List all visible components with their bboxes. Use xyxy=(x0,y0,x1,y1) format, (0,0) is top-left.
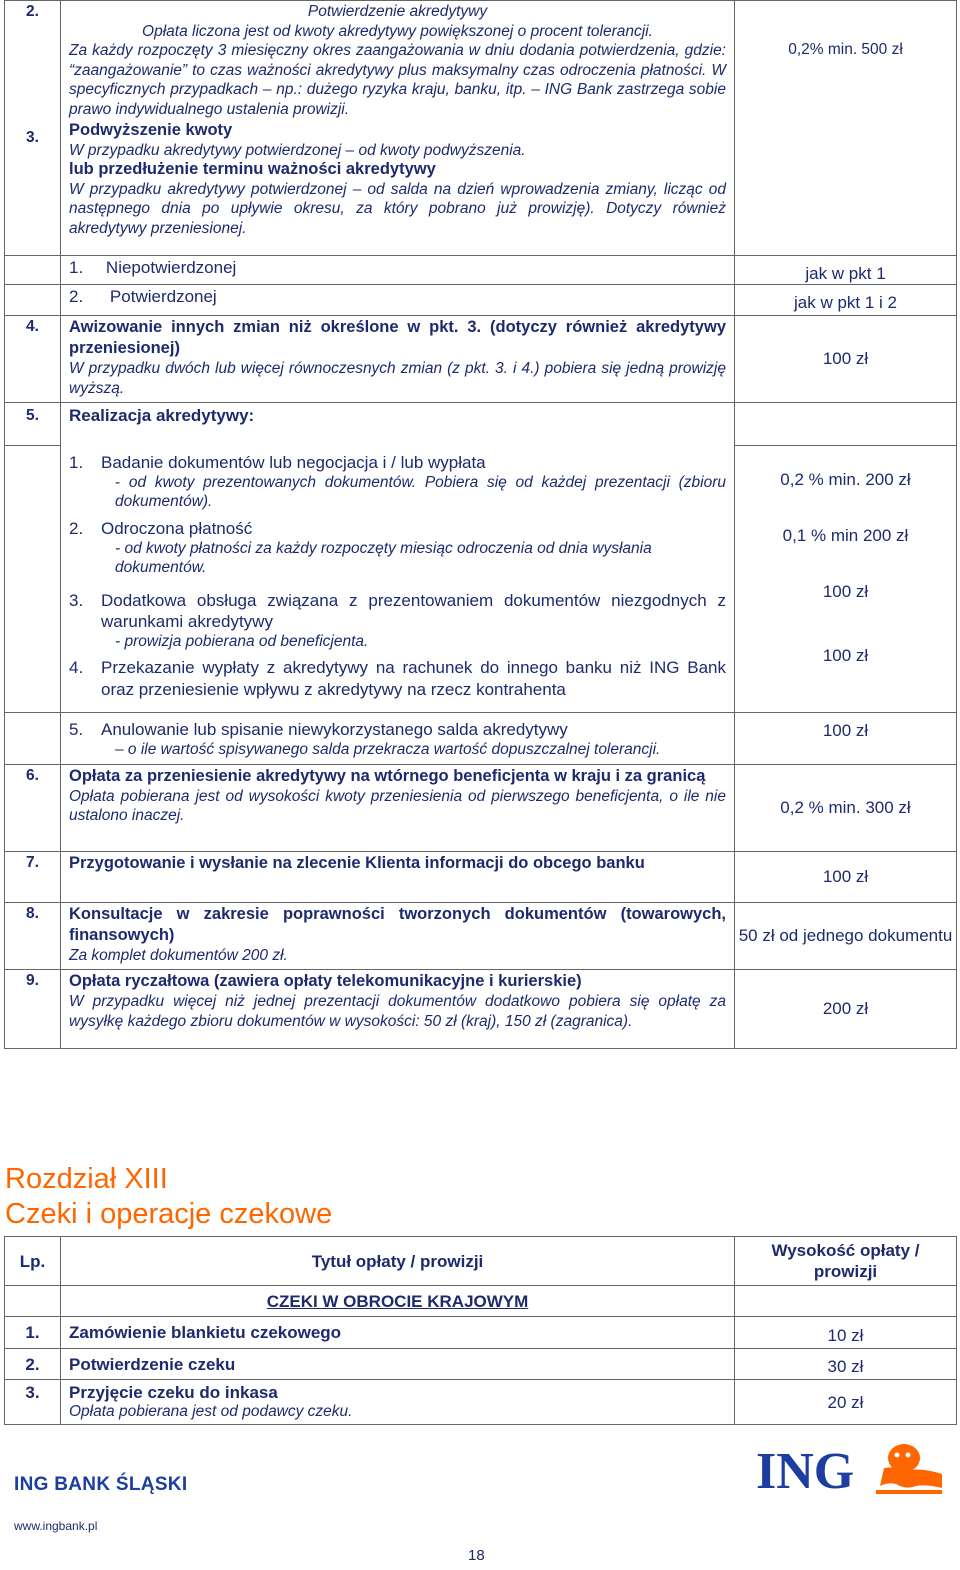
fee-cell xyxy=(735,713,957,765)
sub-item xyxy=(69,590,726,632)
table-row xyxy=(5,403,957,446)
row-number: 9. xyxy=(26,972,39,989)
fee-cell xyxy=(735,285,957,316)
row-content-cell xyxy=(61,446,735,713)
row-content-cell xyxy=(61,764,735,851)
row-content-cell xyxy=(61,1380,735,1425)
sub-note: - od kwoty płatności za każdy rozpoczęty miesiąc odroczenia od dnia wysłania dokumentów. xyxy=(115,539,652,576)
table-row xyxy=(5,1349,957,1380)
fee-cell xyxy=(735,764,957,851)
fee-cell xyxy=(735,1,957,256)
fee-value: 20 zł xyxy=(735,1380,957,1425)
empty-cell xyxy=(5,1286,61,1317)
row-content-cell xyxy=(61,316,735,403)
row-number: 6. xyxy=(26,766,39,784)
row-number-cell xyxy=(5,851,61,902)
fee-value: 100 zł xyxy=(822,721,869,740)
sub-note: – o ile wartość spisywanego salda przekracza wartość dopuszczalnej tolerancji. xyxy=(115,741,661,758)
sub-note-prefix: - xyxy=(115,473,129,491)
row-text: W przypadku akredytywy potwierdzonej – od salda na dzień wprowadzenia zmiany, licząc od następnego dnia po upływie okresu, za który pobrano już prowizję). Dotyczy również akredytywy przeniesionej. xyxy=(69,180,726,237)
fee-value: 100 zł xyxy=(822,349,869,368)
bank-name-logo: ING BANK ŚLĄSKI xyxy=(14,1474,188,1495)
row-content-cell xyxy=(61,970,735,1049)
row-content-cell xyxy=(61,1,735,256)
fees-table-letters-of-credit xyxy=(4,0,957,1049)
table-row xyxy=(5,1317,957,1349)
row-text: Za każdy rozpoczęty 3 miesięczny okres zaangażowania w dniu dodania potwierdzenia, gdzie: “zaangażowanie” to czas ważności akredytywy plus maksymalny czas odroczenia płatności. W specyficznych przypadkach – np.: dużego ryzyka kraju, banku, itp. – ING Bank zastrzega sobie prawo indywidualnego ustalenia prowizji. xyxy=(69,42,726,118)
sub-label: Przekazanie wypłaty z akredytywy na rachunek do innego banku niż ING Bank oraz przeniesienie wpływu z akredytywy na rzecz kontrahenta xyxy=(101,658,726,699)
fee-cell xyxy=(735,316,957,403)
sub-item xyxy=(69,657,726,701)
row-number: 2. xyxy=(26,3,39,20)
chapter-number: Rozdział XIII xyxy=(5,1163,168,1195)
fee-value: 0,1 % min 200 zł xyxy=(782,526,909,545)
sub-item xyxy=(61,256,735,285)
column-header-fee: Wysokość opłaty / prowizji xyxy=(735,1237,957,1286)
row-text: W przypadku akredytywy potwierdzonej – od kwoty podwyższenia. xyxy=(69,141,526,159)
table-row xyxy=(5,316,957,403)
fee-value: jak w pkt 1 xyxy=(805,264,886,283)
row-number-cell xyxy=(5,403,61,446)
fee-value: 100 zł xyxy=(822,582,869,601)
column-header-lp: Lp. xyxy=(5,1237,61,1286)
sub-number: 3. xyxy=(69,590,84,610)
row-title: Zamówienie blankietu czekowego xyxy=(61,1317,735,1349)
sub-number: 2. xyxy=(69,518,84,538)
sub-item xyxy=(69,719,726,740)
section-row xyxy=(5,1286,957,1317)
row-title: Opłata ryczałtowa (zawiera opłaty telekomunikacyjne i kurierskie) xyxy=(69,972,582,990)
row-text: W przypadku więcej niż jednej prezentacji dokumentów dodatkowo pobiera się opłatę za wysyłkę każdego zbioru dokumentów w wysokości: 50 zł (kraj), 150 zł (zagranica). xyxy=(69,993,726,1030)
chapter-heading xyxy=(5,1162,332,1232)
website-url: www.ingbank.pl xyxy=(14,1519,98,1533)
sub-number: 2. xyxy=(69,287,84,306)
row-content-cell xyxy=(61,851,735,902)
empty-cell xyxy=(735,1286,957,1317)
fee-cell xyxy=(735,970,957,1049)
table-row xyxy=(5,1,957,256)
row-content-cell xyxy=(61,902,735,970)
row-title: Potwierdzenie akredytywy xyxy=(307,3,488,20)
sub-number: 4. xyxy=(69,658,84,677)
sub-label: Dodatkowa obsługa związana z prezentowaniem dokumentów niezgodnych z warunkami akredytywy xyxy=(101,590,726,631)
row-number-cell xyxy=(5,256,61,285)
row-content-cell xyxy=(61,403,735,446)
fee-cell xyxy=(735,446,957,713)
row-title: lub przedłużenie terminu ważności akredytywy xyxy=(69,160,436,178)
fee-value: 100 zł xyxy=(822,866,869,886)
row-number: 3. xyxy=(26,129,39,146)
row-text: Opłata pobierana jest od podawcy czeku. xyxy=(69,1403,353,1420)
fee-cell xyxy=(735,256,957,285)
table-row xyxy=(5,285,957,316)
sub-label: Niepotwierdzonej xyxy=(105,258,237,277)
sub-label: Odroczona płatność xyxy=(101,518,253,538)
sub-item xyxy=(61,285,735,316)
row-number: 4. xyxy=(26,318,39,335)
fee-value: 0,2 % min. 200 zł xyxy=(780,470,911,489)
row-number: 2. xyxy=(5,1349,61,1380)
sub-label: Badanie dokumentów lub negocjacja i / lub wypłata xyxy=(101,452,486,472)
row-text: Opłata pobierana jest od wysokości kwoty przeniesienia od pierwszego beneficjenta, o ile nie ustalono inaczej. xyxy=(69,787,726,824)
fee-value: 100 zł xyxy=(822,646,869,665)
table-row xyxy=(5,1380,957,1425)
row-number-cell xyxy=(5,1,61,256)
row-content-cell xyxy=(61,713,735,765)
fee-value: 50 zł od jednego dokumentu xyxy=(738,926,953,946)
row-number-cell xyxy=(5,285,61,316)
ing-lion-logo xyxy=(756,1438,946,1498)
table-row xyxy=(5,970,957,1049)
row-number-cell xyxy=(5,316,61,403)
sub-number: 5. xyxy=(69,720,84,739)
section-title: CZEKI W OBROCIE KRAJOWYM xyxy=(61,1286,735,1317)
row-number-cell xyxy=(5,446,61,713)
sub-number: 1. xyxy=(69,258,84,277)
fee-cell xyxy=(735,902,957,970)
row-number: 1. xyxy=(5,1317,61,1349)
page-number: 18 xyxy=(468,1547,485,1564)
sub-item xyxy=(69,452,726,473)
fee-value: 0,2% min. 500 zł xyxy=(788,41,903,58)
table-row xyxy=(5,764,957,851)
table-row xyxy=(5,446,957,713)
sub-item xyxy=(69,518,726,539)
column-header-title: Tytuł opłaty / prowizji xyxy=(61,1237,735,1286)
lion-icon xyxy=(876,1444,942,1494)
chapter-title: Czeki i operacje czekowe xyxy=(5,1198,333,1230)
row-title: Konsultacje w zakresie poprawności tworzonych dokumentów (towarowych, finansowych) xyxy=(69,904,726,944)
row-number: 7. xyxy=(26,853,39,871)
table-row xyxy=(5,851,957,902)
row-title: Awizowanie innych zmian niż określone w pkt. 3. (dotyczy również akredytywy przeniesionej) xyxy=(69,318,726,357)
sub-label: Potwierdzonej xyxy=(109,287,217,306)
row-number-cell xyxy=(5,713,61,765)
row-title: Przyjęcie czeku do inkasa xyxy=(69,1383,278,1402)
table-row xyxy=(5,902,957,970)
table-row xyxy=(5,713,957,765)
fee-value: 0,2 % min. 300 zł xyxy=(780,797,911,817)
sub-number: 1. xyxy=(69,452,84,472)
row-text: W przypadku dwóch lub więcej równoczesnych zmian (z pkt. 3. i 4.) pobiera się jedną prowizję wyższą. xyxy=(69,360,726,397)
row-text: Za komplet dokumentów 200 zł. xyxy=(69,946,288,964)
sub-note: - prowizja pobierana od beneficjenta. xyxy=(115,632,369,650)
fee-value: jak w pkt 1 i 2 xyxy=(794,293,897,312)
row-title: Przygotowanie i wysłanie na zlecenie Klienta informacji do obcego banku xyxy=(69,853,645,872)
fee-cell xyxy=(735,851,957,902)
row-number: 5. xyxy=(26,407,39,424)
fee-value: 30 zł xyxy=(735,1349,957,1380)
fee-value: 10 zł xyxy=(735,1317,957,1349)
row-title: Opłata za przeniesienie akredytywy na wtórnego beneficjenta w kraju i za granicą xyxy=(69,766,706,785)
ing-logo-text: ING xyxy=(756,1443,855,1498)
fee-value: 200 zł xyxy=(822,999,869,1018)
row-title: Realizacja akredytywy: xyxy=(69,406,255,425)
row-title: Potwierdzenie czeku xyxy=(61,1349,735,1380)
row-number: 8. xyxy=(26,904,39,922)
sub-note: od kwoty prezentowanych dokumentów. Pobiera się od każdej prezentacji (zbioru dokumentów). xyxy=(115,473,727,510)
row-title: Podwyższenie kwoty xyxy=(69,121,233,139)
row-number-cell xyxy=(5,902,61,970)
table-header-row xyxy=(5,1237,957,1286)
row-number-cell xyxy=(5,764,61,851)
sub-label: Anulowanie lub spisanie niewykorzystanego salda akredytywy xyxy=(101,720,568,739)
fee-cell xyxy=(735,403,957,446)
table-row xyxy=(5,256,957,285)
row-number-cell xyxy=(5,970,61,1049)
row-text: Opłata liczona jest od kwoty akredytywy powiększonej o procent tolerancji. xyxy=(142,22,653,40)
row-number: 3. xyxy=(5,1380,61,1425)
fees-table-cheques xyxy=(4,1236,957,1425)
